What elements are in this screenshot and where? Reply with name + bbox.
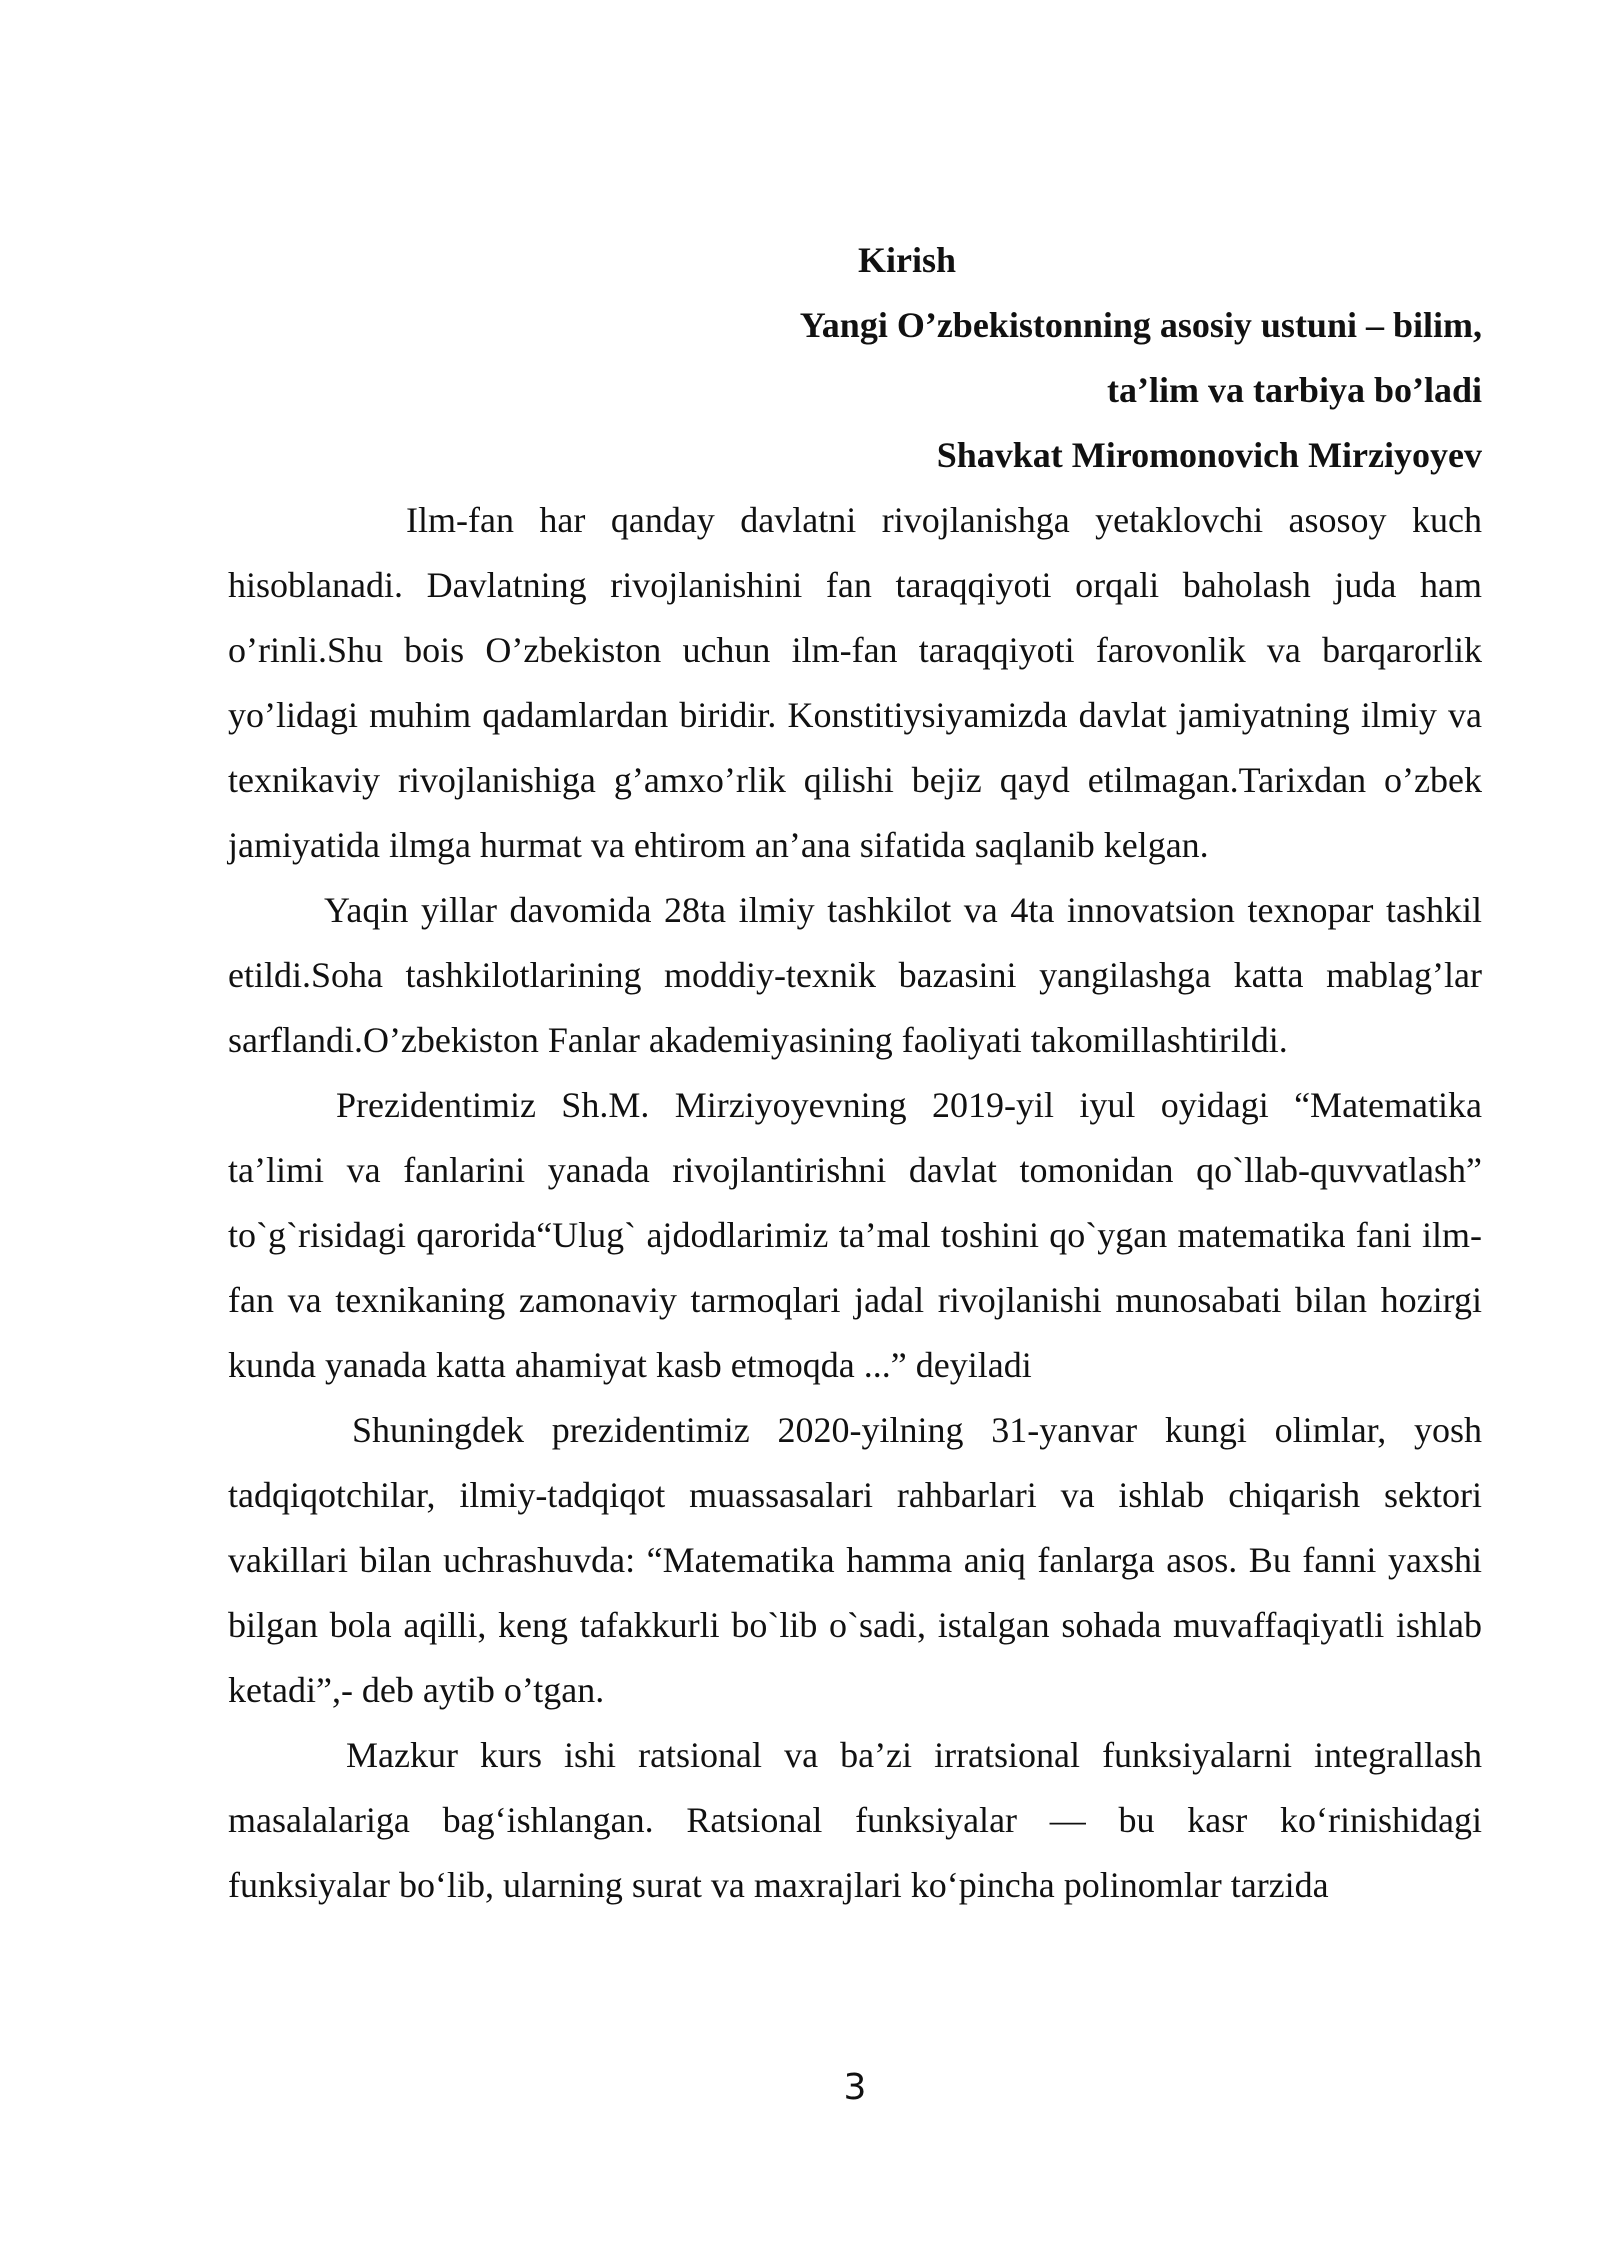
paragraph-2: Yaqin yillar davomida 28ta ilmiy tashkilot va 4ta innovatsion texnopar tashkil etildi.Soha tashkilotlarining moddiy-texnik bazasini yangilashga katta mablag’lar sarflandi.O’zbekiston Fanlar akademiyasining faoliyati takomillashtirildi. — [228, 890, 1482, 1060]
page-number: 3 — [843, 2067, 867, 2108]
paragraph-5: Mazkur kurs ishi ratsional va ba’zi irratsional funksiyalarni integrallash masalalariga bag‘ishlangan. Ratsional funksiyalar — bu kasr ko‘rinishidagi funksiyalar bo‘lib, ularning surat va maxrajlari ko‘pincha polinomlar tarzida — [228, 1735, 1482, 1905]
epigraph — [228, 293, 1482, 488]
epigraph-author: Shavkat Miromonovich Mirziyoyev — [936, 435, 1482, 475]
section-title: Kirish — [857, 240, 956, 280]
page-content — [228, 228, 1482, 1918]
paragraph-1: Ilm-fan har qanday davlatni rivojlanishga yetaklovchi asosoy kuch hisoblanadi. Davlatning rivojlanishini fan taraqqiyoti orqali baholash juda ham o’rinli.Shu bois O’zbekiston uchun ilm-fan taraqqiyoti farovonlik va barqarorlik yo’lidagi muhim qadamlardan biridir. Konstitiysiyamizda davlat jamiyatning ilmiy va texnikaviy rivojlanishiga g’amxo’rlik qilishi bejiz qayd etilmagan.Tarixdan o’zbek jamiyatida ilmga hurmat va ehtirom an’ana sifatida saqlanib kelgan. — [228, 500, 1482, 865]
epigraph-line-1: Yangi O’zbekistonning asosiy ustuni – bilim, — [799, 305, 1482, 345]
epigraph-line-2: ta’lim va tarbiya bo’ladi — [1107, 370, 1482, 410]
paragraph-3: Prezidentimiz Sh.M. Mirziyoyevning 2019-yil iyul oyidagi “Matematika ta’limi va fanlarini yanada rivojlantirishni davlat tomonidan qo`llab-quvvatlash” to`g`risidagi qarorida“Ulug` ajdodlarimiz ta’mal toshini qo`ygan matematika fani ilm-fan va texnikaning zamonaviy tarmoqlari jadal rivojlanishi munosabati bilan hozirgi kunda yanada katta ahamiyat kasb etmoqda ...” deyiladi — [228, 1085, 1482, 1385]
paragraph-4: Shuningdek prezidentimiz 2020-yilning 31-yanvar kungi olimlar, yosh tadqiqotchilar, ilmiy-tadqiqot muassasalari rahbarlari va ishlab chiqarish sektori vakillari bilan uchrashuvda: “Matematika hamma aniq fanlarga asos. Bu fanni yaxshi bilgan bola aqilli, keng tafakkurli bo`lib o`sadi, istalgan sohada muvaffaqiyatli ishlab ketadi”,- deb aytib o’tgan. — [228, 1410, 1482, 1710]
